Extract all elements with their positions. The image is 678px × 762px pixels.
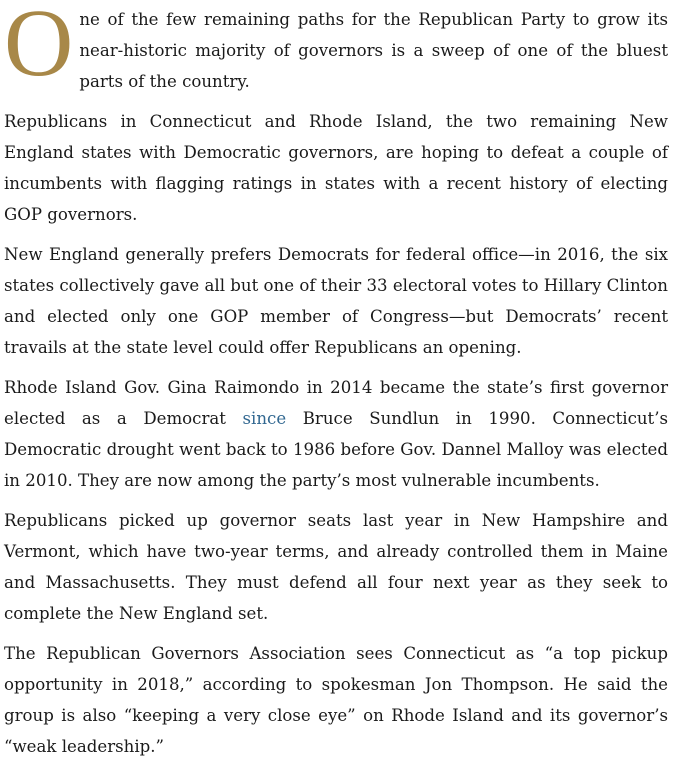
drop-cap: O bbox=[4, 0, 74, 96]
article-paragraph-3: New England generally prefers Democrats for federal office—in 2016, the six states collectively gave all but one of their 33 electoral votes to Hillary Clinton and elected only one GOP member of Congress—but Democrats’ recent travails at the state level could offer Republicans an opening. bbox=[4, 245, 668, 357]
since-link[interactable]: since bbox=[242, 409, 287, 428]
article-paragraph-1 bbox=[4, 0, 668, 97]
paragraph-4-text-before: Rhode Island Gov. Gina Raimondo in 2014 became the state’s first governor elected as a Democrat bbox=[4, 378, 668, 428]
article-paragraph-6: The Republican Governors Association sees Connecticut as “a top pickup opportunity in 2018,” according to spokesman Jon Thompson. He said the group is also “keeping a very close eye” on Rhode Island and its governor’s “weak leadership.” bbox=[4, 644, 668, 756]
article-paragraph-5: Republicans picked up governor seats last year in New Hampshire and Vermont, which have two-year terms, and already controlled them in Maine and Massachusetts. They must defend all four next year as they seek to complete the New England set. bbox=[4, 511, 668, 623]
article-paragraph-4 bbox=[4, 372, 668, 496]
paragraph-4-text-after: Bruce Sundlun in 1990. Connecticut’s Democratic drought went back to 1986 before Gov. Dannel Malloy was elected in 2010. They are now among the party’s most vulnerable incumbents. bbox=[4, 409, 669, 490]
paragraph-1-text: ne of the few remaining paths for the Republican Party to grow its near-historic majority of governors is a sweep of one of the bluest parts of the country. bbox=[79, 10, 668, 91]
article-paragraph-2: Republicans in Connecticut and Rhode Island, the two remaining New England states with Democratic governors, are hoping to defeat a couple of incumbents with flagging ratings in states with a recent history of electing GOP governors. bbox=[4, 112, 668, 224]
